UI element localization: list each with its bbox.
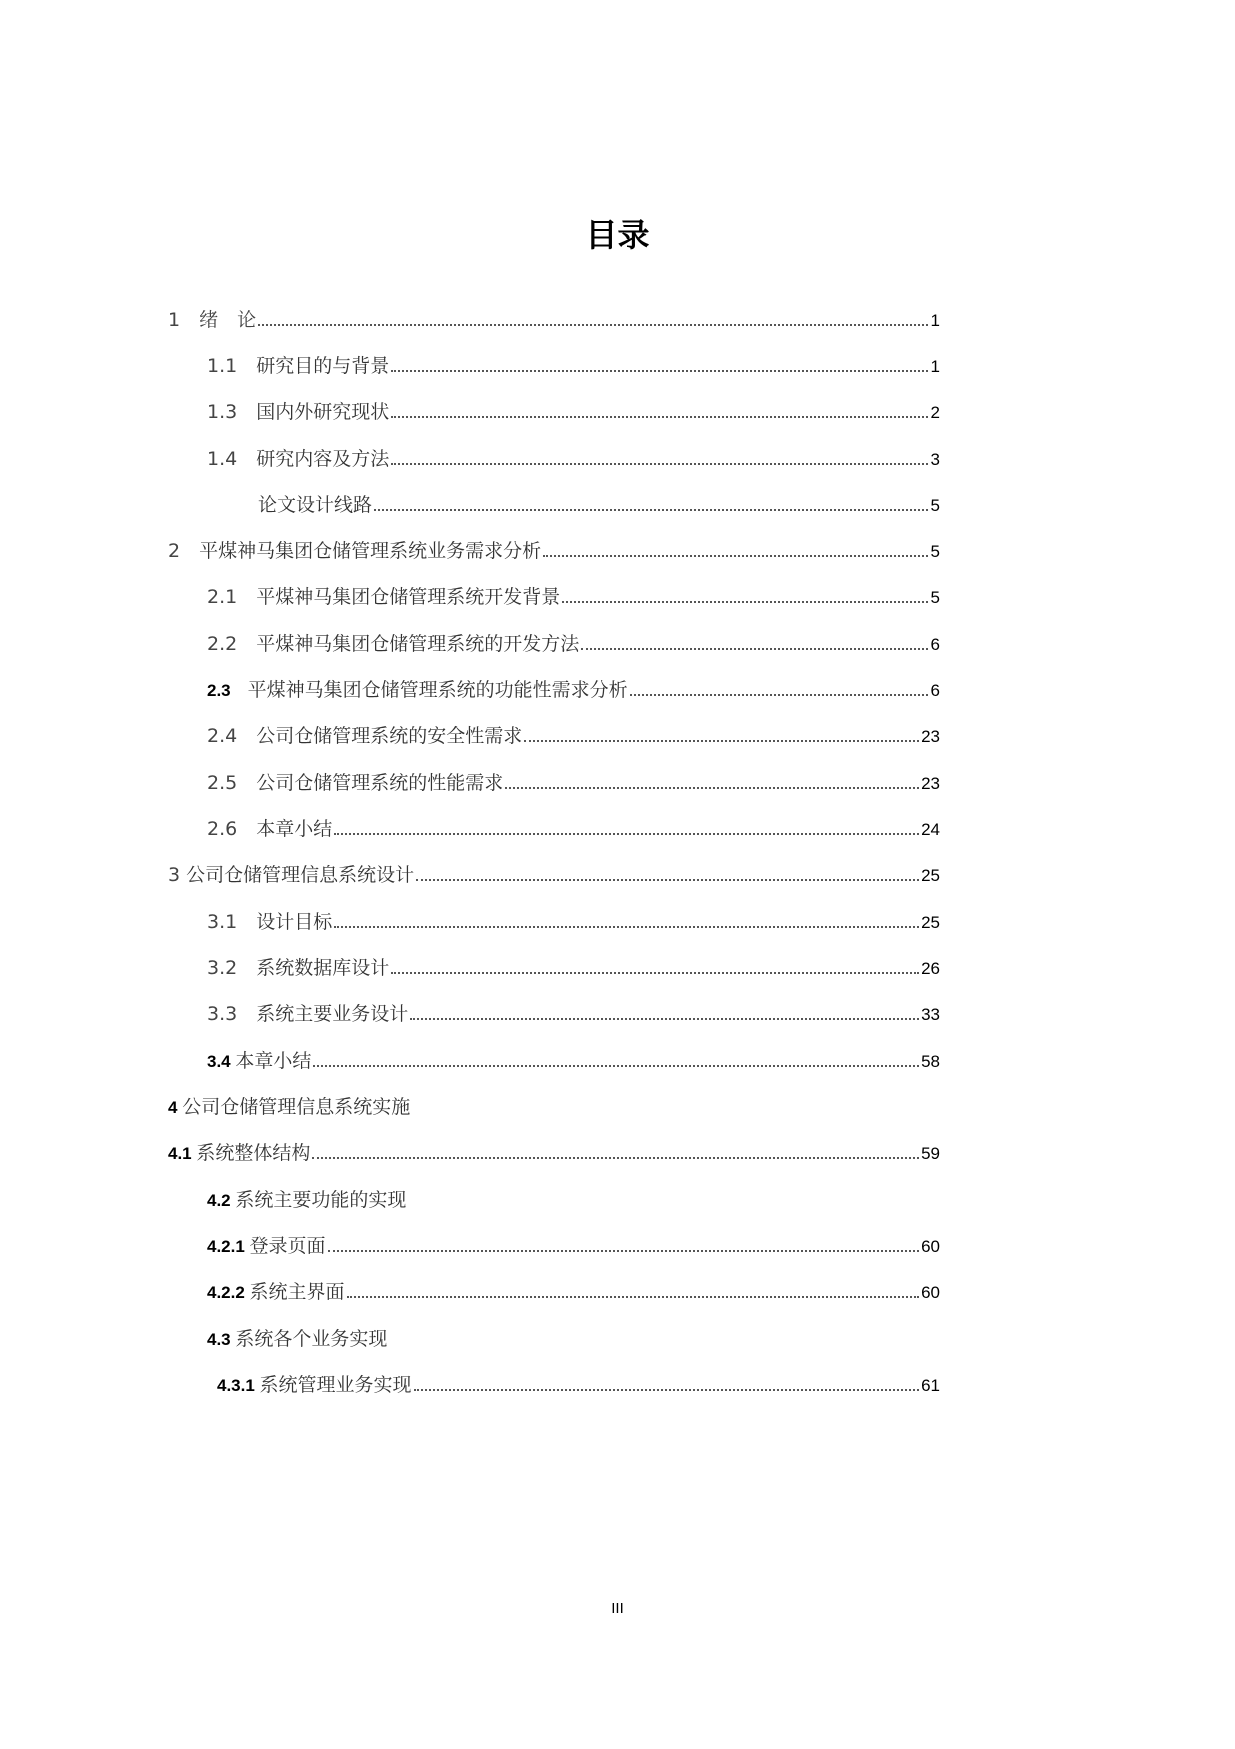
toc-entry-label: 设计目标 bbox=[256, 911, 333, 933]
toc-entry[interactable] bbox=[207, 953, 940, 983]
toc-dot-leader bbox=[391, 971, 919, 974]
toc-entry-label: 公司仓储管理信息系统设计 bbox=[186, 864, 415, 886]
toc-entry[interactable] bbox=[207, 814, 940, 844]
toc-dot-leader bbox=[391, 415, 928, 418]
toc-dot-leader bbox=[410, 1017, 919, 1020]
toc-dot-leader bbox=[581, 647, 928, 650]
toc-dot-leader bbox=[312, 1156, 919, 1159]
toc-dot-leader bbox=[414, 1388, 920, 1391]
toc-dot-leader bbox=[630, 693, 928, 696]
toc-entry-page: 26 bbox=[921, 959, 940, 978]
toc-entry-label: 登录页面 bbox=[249, 1235, 326, 1257]
toc-dot-leader bbox=[328, 1249, 920, 1252]
toc-entry-label: 平煤神马集团仓储管理系统开发背景 bbox=[256, 586, 561, 608]
toc-dot-leader bbox=[543, 554, 928, 557]
toc-entry[interactable] bbox=[168, 1138, 940, 1168]
toc-entry-page: 1 bbox=[930, 311, 940, 330]
toc-entry-page: 5 bbox=[930, 496, 940, 515]
toc-entry-page: 24 bbox=[921, 820, 940, 839]
toc-entry-label: 研究内容及方法 bbox=[256, 448, 390, 470]
toc-entry[interactable] bbox=[207, 907, 940, 937]
toc-entry-label: 系统主界面 bbox=[249, 1281, 345, 1303]
toc-dot-leader bbox=[391, 462, 928, 465]
toc-entry[interactable] bbox=[207, 444, 940, 474]
toc-entry-number: 2.1 bbox=[207, 586, 257, 608]
page-number: III bbox=[611, 1600, 624, 1617]
toc-entry-label: 平煤神马集团仓储管理系统的功能性需求分析 bbox=[247, 679, 628, 701]
toc-entry[interactable] bbox=[207, 768, 940, 798]
toc-entry-number: 2.6 bbox=[207, 818, 257, 840]
toc-entry-number: 1.3 bbox=[207, 401, 257, 423]
toc-entry-page: 2 bbox=[930, 403, 940, 422]
toc-entry[interactable] bbox=[207, 629, 940, 659]
toc-entry-label: 研究目的与背景 bbox=[256, 355, 390, 377]
toc-entry[interactable] bbox=[207, 675, 940, 705]
toc-entry-number: 2.4 bbox=[207, 725, 257, 747]
toc-entry-page: 6 bbox=[930, 681, 940, 700]
toc-entry-page: 59 bbox=[921, 1144, 940, 1163]
toc-entry-page: 61 bbox=[921, 1376, 940, 1395]
toc-entry-number: 4.1 bbox=[168, 1144, 197, 1163]
toc-entry-number: 2.5 bbox=[207, 772, 257, 794]
toc-entry[interactable] bbox=[207, 582, 940, 612]
toc-entry-number: 4.3 bbox=[207, 1330, 236, 1349]
toc-dot-leader bbox=[347, 1295, 920, 1298]
toc-dot-leader bbox=[505, 786, 919, 789]
toc-entry-number: 4 bbox=[168, 1098, 183, 1117]
toc-entry-number: 1 绪 论 bbox=[168, 309, 257, 331]
toc-dot-leader bbox=[374, 508, 928, 511]
toc-entry-label: 系统主要业务设计 bbox=[256, 1003, 409, 1025]
toc-entry-label: 平煤神马集团仓储管理系统业务需求分析 bbox=[199, 540, 542, 562]
toc-entry-label: 公司仓储管理信息系统实施 bbox=[182, 1096, 411, 1118]
toc-entry-page: 25 bbox=[921, 866, 940, 885]
toc-entry-number: 4.2 bbox=[207, 1191, 236, 1210]
toc-entry[interactable] bbox=[258, 490, 940, 520]
toc-entry-label: 国内外研究现状 bbox=[256, 401, 390, 423]
toc-entry[interactable] bbox=[207, 1046, 940, 1076]
toc-entry-number: 3.1 bbox=[207, 911, 257, 933]
toc-entry[interactable] bbox=[207, 1277, 940, 1307]
toc-entry[interactable] bbox=[217, 1370, 940, 1400]
toc-entry-number: 2 bbox=[168, 540, 200, 562]
toc-entry-number: 4.2.2 bbox=[207, 1283, 250, 1302]
toc-dot-leader bbox=[334, 925, 919, 928]
toc-entry-number: 3 bbox=[168, 864, 187, 886]
toc-entry-page: 3 bbox=[930, 450, 940, 469]
toc-entry-page: 25 bbox=[921, 913, 940, 932]
toc-entry-page: 60 bbox=[921, 1237, 940, 1256]
toc-dot-leader bbox=[258, 323, 928, 326]
toc-entry-page: 1 bbox=[930, 357, 940, 376]
toc-entry[interactable] bbox=[207, 721, 940, 751]
toc-entry-number: 4.2.1 bbox=[207, 1237, 250, 1256]
toc-entry[interactable] bbox=[207, 397, 940, 427]
toc-entry-label: 公司仓储管理系统的性能需求 bbox=[256, 772, 504, 794]
toc-entry-page: 5 bbox=[930, 542, 940, 561]
toc-entry[interactable] bbox=[207, 1185, 940, 1215]
toc-entry-label: 公司仓储管理系统的安全性需求 bbox=[256, 725, 523, 747]
toc-entry-label: 系统管理业务实现 bbox=[259, 1374, 412, 1396]
toc-dot-leader bbox=[313, 1064, 919, 1067]
toc-entry-number: 2.3 bbox=[207, 681, 248, 700]
toc-dot-leader bbox=[562, 600, 928, 603]
toc-entry-page: 6 bbox=[930, 635, 940, 654]
toc-entry[interactable] bbox=[168, 536, 940, 566]
toc-entry[interactable] bbox=[168, 1092, 940, 1122]
toc-entry-number: 2.2 bbox=[207, 633, 257, 655]
toc-entry-number: 4.3.1 bbox=[217, 1376, 260, 1395]
toc-entry-label: 系统主要功能的实现 bbox=[235, 1189, 407, 1211]
toc-entry-label: 本章小结 bbox=[256, 818, 333, 840]
toc-dot-leader bbox=[391, 369, 928, 372]
toc-entry[interactable] bbox=[207, 1231, 940, 1261]
toc-entry[interactable] bbox=[207, 1324, 940, 1354]
toc-entry-page: 33 bbox=[921, 1005, 940, 1024]
toc-entry-page: 5 bbox=[930, 588, 940, 607]
toc-entry[interactable] bbox=[207, 351, 940, 381]
toc-entry[interactable] bbox=[207, 999, 940, 1029]
toc-entry-number: 1.1 bbox=[207, 355, 257, 377]
toc-entry-label: 本章小结 bbox=[235, 1050, 312, 1072]
toc-entry-page: 60 bbox=[921, 1283, 940, 1302]
toc-entry-label: 系统数据库设计 bbox=[256, 957, 390, 979]
toc-dot-leader bbox=[524, 739, 919, 742]
toc-dot-leader bbox=[334, 832, 919, 835]
toc-entry-label: 平煤神马集团仓储管理系统的开发方法 bbox=[256, 633, 580, 655]
toc-dot-leader bbox=[416, 878, 919, 881]
toc-entry-page: 58 bbox=[921, 1052, 940, 1071]
toc-entry[interactable] bbox=[168, 860, 940, 890]
toc-entry-label: 系统整体结构 bbox=[196, 1142, 311, 1164]
toc-entry-page: 23 bbox=[921, 774, 940, 793]
toc-entry-number: 3.4 bbox=[207, 1052, 236, 1071]
toc-entry-label: 系统各个业务实现 bbox=[235, 1328, 388, 1350]
toc-entry-number: 3.2 bbox=[207, 957, 257, 979]
toc-entry-label: 论文设计线路 bbox=[258, 494, 373, 516]
toc-title: 目录 bbox=[585, 216, 650, 254]
toc-entry-page: 23 bbox=[921, 727, 940, 746]
toc-entry-number: 1.4 bbox=[207, 448, 257, 470]
toc-entry[interactable] bbox=[168, 305, 940, 335]
toc-entry-number: 3.3 bbox=[207, 1003, 257, 1025]
